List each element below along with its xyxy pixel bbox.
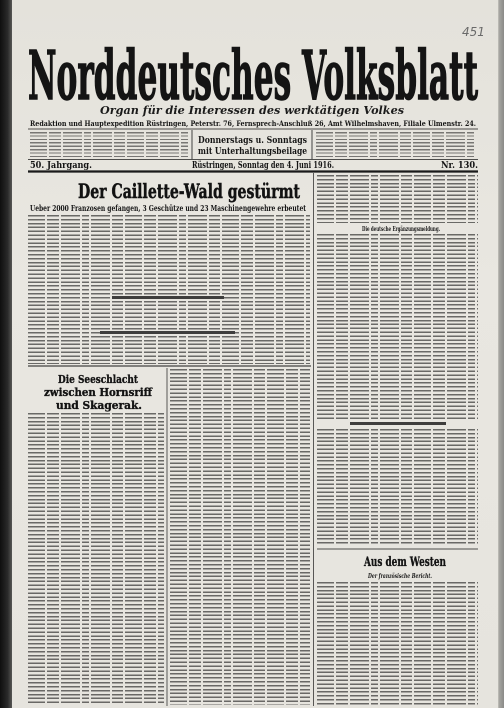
right-column-section-heading: Die deutsche Ergänzungsmeldung. <box>362 225 440 233</box>
west-section-headline: Aus dem Westen <box>363 555 447 570</box>
lead-story-subheadline: Ueber 2000 Franzosen gefangen, 3 Geschütze und 23 Maschinengewehre erbeutet <box>30 203 307 213</box>
left-story-headline-line: und Skagerak. <box>56 399 142 412</box>
masthead-address: Redaktion und Hauptexpedition Rüstringen, Peterstr. 76, Fernsprech-Anschluß 26, Amt Wilhelmshaven, Filiale Ulmenstr. 24. <box>30 119 476 128</box>
dateline-issue-number: Nr. 130. <box>441 161 478 171</box>
handwritten-number: 451 <box>462 25 485 39</box>
notice-box-line2: mit Unterhaltungsbeilage <box>198 147 308 157</box>
left-story-headline-line: Die Seeschlacht <box>58 373 139 386</box>
left-story-headline-line: zwischen Hornsriff <box>44 386 153 399</box>
masthead-subtitle: Organ für die Interessen des werktätigen Volkes <box>100 104 404 117</box>
dateline-place-date: Rüstringen, Sonntag den 4. Juni 1916. <box>192 161 387 171</box>
lead-story-headline: Der Caillette-Wald gestürmt <box>78 179 301 203</box>
notice-box-line1: Donnerstags u. Sonntags <box>198 136 307 146</box>
masthead-title: Norddeutsches Volksblatt <box>28 36 479 116</box>
west-section-subheading: Der französische Bericht. <box>367 573 432 580</box>
dateline-volume: 50. Jahrgang. <box>30 161 92 171</box>
